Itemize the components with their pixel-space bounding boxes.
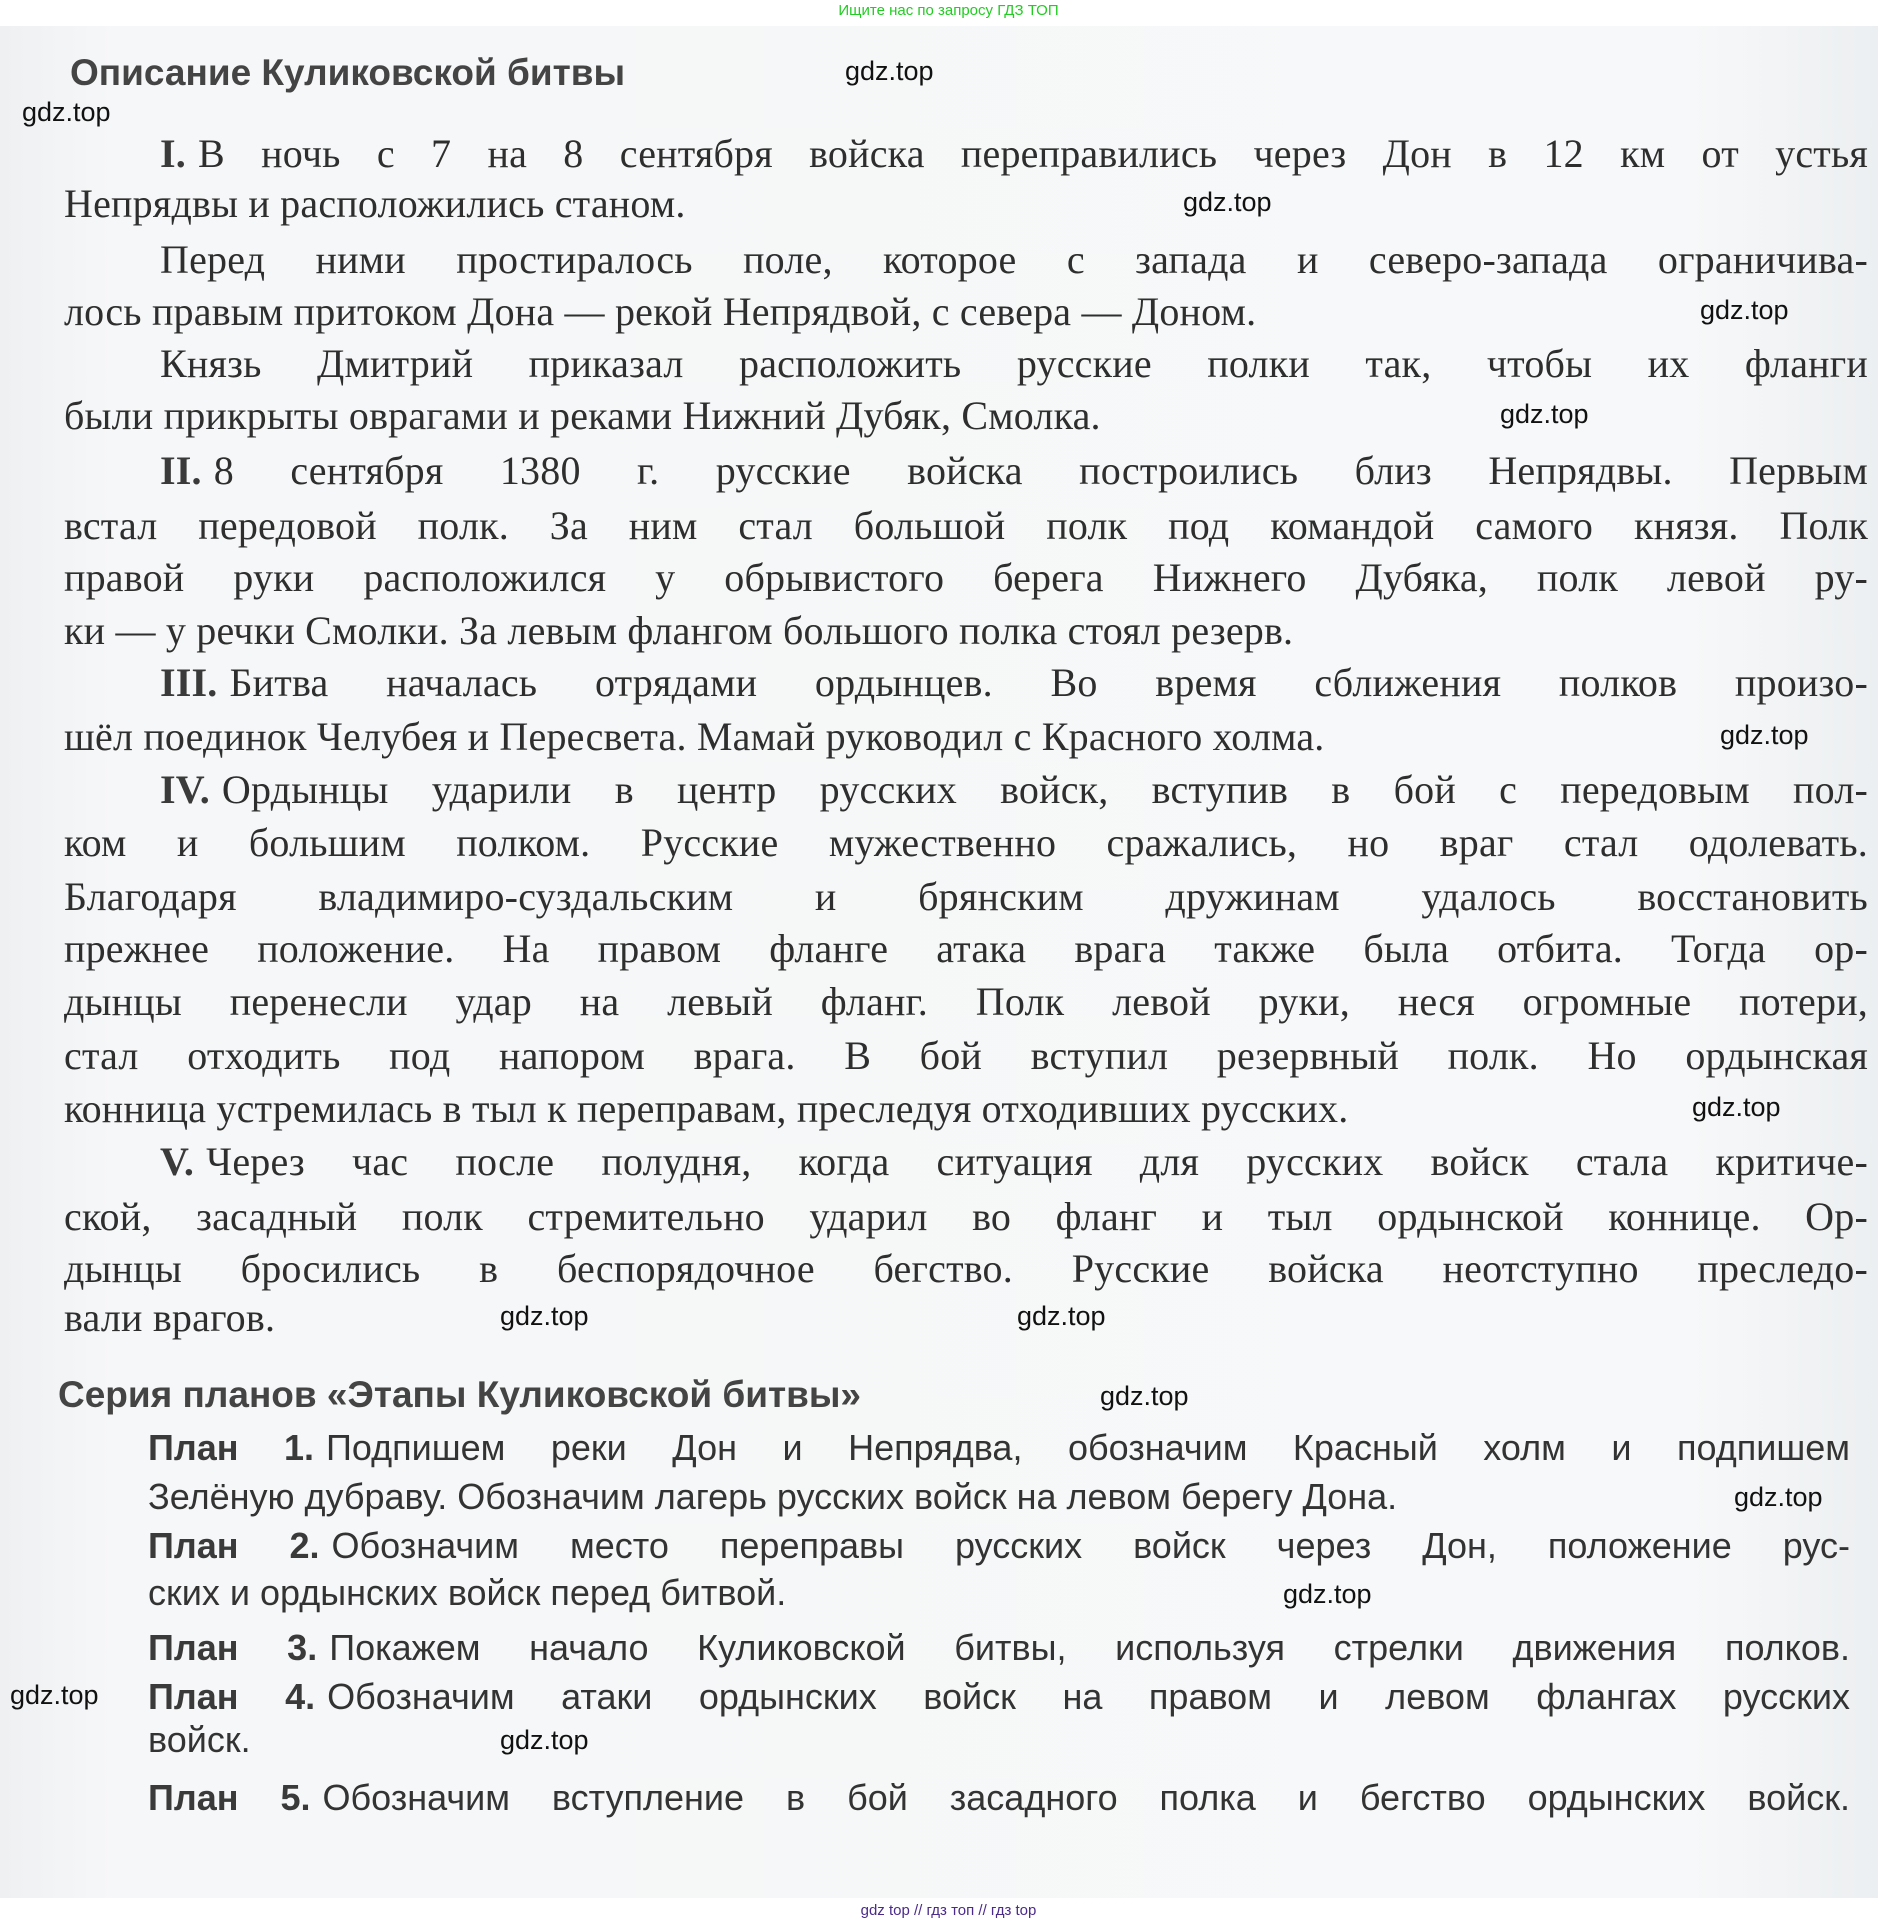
description-line (64, 713, 1325, 760)
plans-title: Серия планов «Этапы Куликовской битвы» (58, 1374, 861, 1415)
description-line (160, 447, 1868, 494)
watermark-text: gdz.top (1692, 1092, 1781, 1122)
description-line (64, 1032, 1868, 1079)
footer-note: gdz top // гдз топ // гдз top (860, 1902, 1037, 1919)
description-line (64, 502, 1868, 549)
description-line-text: дынцы перенесли удар на левый фланг. Полк левой руки, неся огромные потери, (64, 979, 1868, 1024)
description-line (64, 392, 1101, 439)
watermark-text: gdz.top (1720, 720, 1809, 750)
plan-number: План 3. (148, 1627, 318, 1668)
description-line (64, 607, 1293, 654)
search-hint-banner: Ищите нас по запросу ГДЗ ТОП (838, 2, 1059, 19)
description-line-text: Князь Дмитрий приказал расположить русские полки так, чтобы их фланги (160, 341, 1868, 386)
description-line (64, 1294, 275, 1341)
watermark-text: gdz.top (500, 1301, 589, 1331)
plan-number: План 5. (148, 1777, 311, 1818)
description-line (160, 659, 1868, 706)
description-number: V. (160, 1139, 195, 1184)
description-number: I. (160, 131, 186, 176)
description-line-text: вали врагов. (64, 1295, 276, 1340)
description-line-text: правой руки расположился у обрывистого берега Нижнего Дубяка, полк левой ру- (64, 555, 1868, 600)
watermark-text: gdz.top (1700, 295, 1789, 325)
watermark-text: gdz.top (1500, 399, 1589, 429)
description-line (64, 925, 1868, 972)
description-number: II. (160, 448, 202, 493)
description-title: Описание Куликовской битвы (70, 52, 626, 93)
watermark-text: gdz.top (1017, 1301, 1106, 1331)
description-line (64, 1245, 1868, 1292)
description-line (160, 236, 1868, 283)
description-line (64, 873, 1868, 920)
description-number: IV. (160, 767, 210, 812)
description-line-text: прежнее положение. На правом фланге атака врага также была отбита. Тогда ор- (64, 926, 1868, 971)
plan-line-text: Обозначим атаки ордынских войск на правом и левом флангах русских (327, 1676, 1850, 1717)
plan-line (148, 1627, 1850, 1669)
description-line-text: были прикрыты оврагами и реками Нижний Дубяк, Смолка. (64, 393, 1101, 438)
watermark-text: gdz.top (1183, 187, 1272, 217)
description-line (160, 1138, 1868, 1185)
description-line-text: ком и большим полком. Русские мужественно сражались, но враг стал одолевать. (64, 820, 1868, 865)
description-line-text: ки — у речки Смолки. За левым флангом большого полка стоял резерв. (64, 608, 1294, 653)
plan-line (148, 1676, 1850, 1718)
plan-line-text: Обозначим место переправы русских войск через Дон, положение рус- (331, 1525, 1850, 1566)
description-line (160, 340, 1868, 387)
description-line (160, 130, 1868, 177)
description-line (160, 766, 1868, 813)
description-line (64, 180, 686, 227)
description-line (64, 1193, 1868, 1240)
plan-line (148, 1525, 1850, 1567)
plan-line-text: ских и ордынских войск перед битвой. (148, 1572, 787, 1613)
plan-line (148, 1572, 786, 1614)
plan-line-text: войск. (148, 1719, 251, 1760)
description-line-text: стал отходить под напором врага. В бой вступил резервный полк. Но ордынская (64, 1033, 1868, 1078)
plan-number: План 4. (148, 1676, 316, 1717)
description-line-text: В ночь с 7 на 8 сентября войска переправились через Дон в 12 км от устья (197, 131, 1868, 176)
description-line-text: конница устремилась в тыл к переправам, преследуя отходивших русских. (64, 1086, 1349, 1131)
watermark-text: gdz.top (1283, 1579, 1372, 1609)
watermark-text: gdz.top (22, 97, 111, 127)
plan-line (148, 1719, 251, 1761)
description-line-text: Благодаря владимиро-суздальским и брянским дружинам удалось восстановить (64, 874, 1868, 919)
description-line-text: 8 сентября 1380 г. русские войска построились близ Непрядвы. Первым (213, 448, 1868, 493)
description-line-text: лось правым притоком Дона — рекой Непрядвой, с севера — Доном. (64, 289, 1257, 334)
plan-line-text: Подпишем реки Дон и Непрядва, обозначим Красный холм и подпишем (326, 1427, 1850, 1468)
description-line-text: Битва началась отрядами ордынцев. Во время сближения полков произо- (229, 660, 1868, 705)
description-number: III. (160, 660, 218, 705)
watermark-text: gdz.top (10, 1680, 99, 1710)
description-line-text: Через час после полудня, когда ситуация для русских войск стала критиче- (206, 1139, 1868, 1184)
description-line (64, 554, 1868, 601)
plan-line (148, 1427, 1850, 1469)
description-line-text: встал передовой полк. За ним стал большой полк под командой самого князя. Полк (64, 503, 1868, 548)
description-line-text: шёл поединок Челубея и Пересвета. Мамай руководил с Красного холма. (64, 714, 1325, 759)
plan-line (148, 1476, 1397, 1518)
description-line-text: Непрядвы и расположились станом. (64, 181, 686, 226)
watermark-text: gdz.top (1734, 1482, 1823, 1512)
plan-line (148, 1777, 1850, 1819)
watermark-text: gdz.top (500, 1725, 589, 1755)
description-line-text: дынцы бросились в беспорядочное бегство. Русские войска неотступно преследо- (64, 1246, 1868, 1291)
description-line-text: Ордынцы ударили в центр русских войск, вступив в бой с передовым пол- (221, 767, 1868, 812)
description-line (64, 288, 1256, 335)
description-line (64, 819, 1868, 866)
textbook-page (0, 26, 1878, 1898)
plan-line-text: Зелёную дубраву. Обозначим лагерь русских войск на левом берегу Дона. (148, 1476, 1398, 1517)
plan-number: План 1. (148, 1427, 315, 1468)
plan-line-text: Покажем начало Куликовской битвы, используя стрелки движения полков. (329, 1627, 1850, 1668)
description-line (64, 1085, 1348, 1132)
plan-line-text: Обозначим вступление в бой засадного полка и бегство ордынских войск. (322, 1777, 1850, 1818)
description-line-text: Перед ними простиралось поле, которое с запада и северо-запада ограничива- (160, 237, 1868, 282)
plan-number: План 2. (148, 1525, 320, 1566)
watermark-text: gdz.top (845, 56, 934, 86)
description-line-text: ской, засадный полк стремительно ударил во фланг и тыл ордынской коннице. Ор- (64, 1194, 1868, 1239)
description-line (64, 978, 1868, 1025)
watermark-text: gdz.top (1100, 1381, 1189, 1411)
